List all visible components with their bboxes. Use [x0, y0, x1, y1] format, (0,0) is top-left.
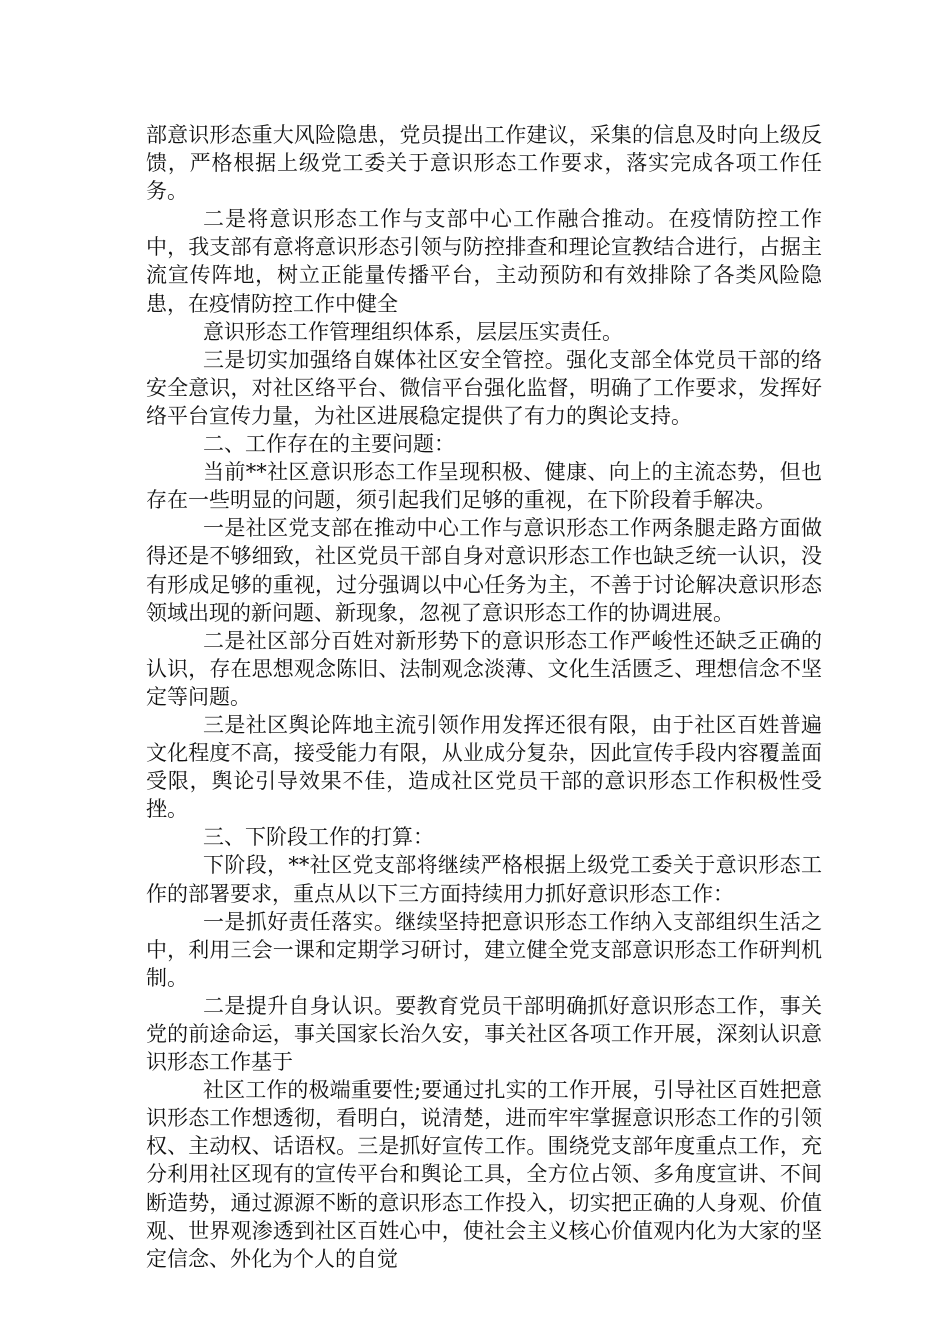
paragraph-11: 下阶段，**社区党支部将继续严格根据上级党工委关于意识形态工作的部署要求，重点从以下三方面持续用力抓好意识形态工作： [146, 853, 822, 906]
paragraph-4: 三是切实加强络自媒体社区安全管控。强化支部全体党员干部的络安全意识，对社区络平台、微信平台强化监督，明确了工作要求，发挥好络平台宣传力量，为社区进展稳定提供了有力的舆论支持。 [146, 347, 822, 428]
paragraph-8: 二是社区部分百姓对新形势下的意识形态工作严峻性还缺乏正确的认识，存在思想观念陈旧、法制观念淡薄、文化生活匮乏、理想信念不坚定等问题。 [146, 628, 822, 709]
paragraph-7: 一是社区党支部在推动中心工作与意识形态工作两条腿走路方面做得还是不够细致，社区党员干部自身对意识形态工作也缺乏统一认识，没有形成足够的重视，过分强调以中心任务为主，不善于讨论解决意识形态领域出现的新问题、新现象，忽视了意识形态工作的协调进展。 [146, 516, 822, 625]
paragraph-14: 社区工作的极端重要性;要通过扎实的工作开展，引导社区百姓把意识形态工作想透彻，看明白，说清楚，进而牢牢掌握意识形态工作的引领权、主动权、话语权。三是抓好宣传工作。围绕党支部年度重点工作，充分利用社区现有的宣传平台和舆论工具，全方位占领、多角度宣讲、不间断造势，通过源源不断的意识形态工作投入，切实把正确的人身观、价值观、世界观渗透到社区百姓心中，使社会主义核心价值观内化为大家的坚定信念、外化为个人的自觉 [146, 1078, 822, 1271]
paragraph-12: 一是抓好责任落实。继续坚持把意识形态工作纳入支部组织生活之中，利用三会一课和定期学习研讨，建立健全党支部意识形态工作研判机制。 [146, 909, 822, 990]
paragraph-1: 部意识形态重大风险隐患，党员提出工作建议，采集的信息及时向上级反馈，严格根据上级党工委关于意识形态工作要求，落实完成各项工作任务。 [146, 123, 822, 204]
paragraph-6: 当前**社区意识形态工作呈现积极、健康、向上的主流态势，但也存在一些明显的问题，须引起我们足够的重视，在下阶段着手解决。 [146, 460, 822, 513]
paragraph-2: 二是将意识形态工作与支部中心工作融合推动。在疫情防控工作中，我支部有意将意识形态引领与防控排查和理论宣教结合进行，占据主流宣传阵地，树立正能量传播平台，主动预防和有效排除了各类风险隐患，在疫情防控工作中健全 [146, 207, 822, 316]
paragraph-3: 意识形态工作管理组织体系，层层压实责任。 [203, 319, 623, 344]
paragraph-9: 三是社区舆论阵地主流引领作用发挥还很有限，由于社区百姓普遍文化程度不高，接受能力有限，从业成分复杂，因此宣传手段内容覆盖面受限，舆论引导效果不佳，造成社区党员干部的意识形态工作积极性受挫。 [146, 712, 822, 822]
section-heading-plans: 三、下阶段工作的打算： [203, 825, 434, 850]
paragraph-13: 二是提升自身认识。要教育党员干部明确抓好意识形态工作，事关党的前途命运，事关国家长治久安，事关社区各项工作开展，深刻认识意识形态工作基于 [146, 993, 822, 1075]
section-heading-problems: 二、工作存在的主要问题： [203, 432, 455, 457]
document-body [146, 121, 822, 1273]
